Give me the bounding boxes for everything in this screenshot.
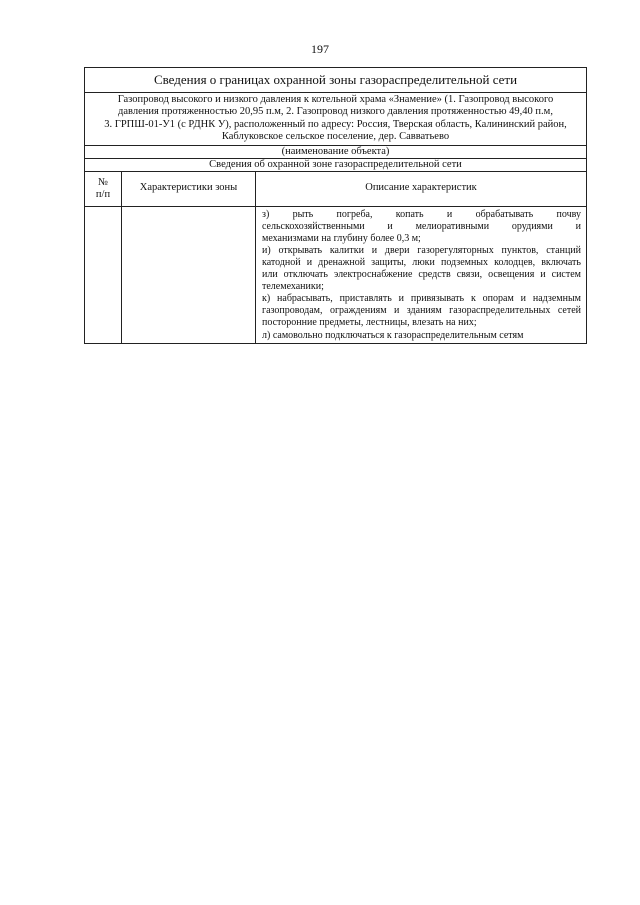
page-number: 197 bbox=[311, 42, 329, 56]
table-row bbox=[85, 206, 587, 343]
object-caption: (наименование объекта) bbox=[85, 145, 587, 158]
object-line: Каблуковское сельское поселение, дер. Савватьево bbox=[221, 131, 450, 143]
object-line: давления протяженностью 20,95 п.м, 2. Газопровод низкого давления протяженностью 49,40 п.м, bbox=[118, 106, 553, 118]
description-line: з) рыть погреба, копать и обрабатывать почву bbox=[262, 208, 581, 220]
header-description: Описание характеристик bbox=[256, 171, 587, 206]
description-line: телемеханики; bbox=[262, 281, 324, 293]
cell-characteristic bbox=[122, 206, 256, 343]
description-line: к) набрасывать, приставлять и привязывать к опорам и надземным bbox=[262, 293, 581, 305]
zone-info-table bbox=[84, 67, 587, 344]
description-line: сельскохозяйственными и мелиоративными орудиями и bbox=[262, 220, 581, 232]
description-line: л) самовольно подключаться к газораспределительным сетям bbox=[262, 329, 524, 341]
object-line: 3. ГРПШ-01-У1 (с РДНК У), расположенный по адресу: Россия, Тверская область, Калининский район, bbox=[104, 118, 567, 130]
section-title: Сведения об охранной зоне газораспределительной сети bbox=[85, 158, 587, 171]
description-line: или отключать электроснабжение средств связи, освещения и систем bbox=[262, 269, 581, 281]
object-caption-row bbox=[85, 145, 587, 158]
title-row bbox=[85, 68, 587, 93]
description-line: механизмами на глубину более 0,3 м; bbox=[262, 232, 421, 244]
header-num-label: п/п bbox=[95, 188, 111, 200]
object-name bbox=[85, 93, 587, 146]
document-title: Сведения о границах охранной зоны газораспределительной сети bbox=[85, 68, 587, 93]
header-characteristic: Характеристики зоны bbox=[122, 171, 256, 206]
description-line: посторонние предметы, лестницы, влезать на них; bbox=[262, 317, 477, 329]
section-row bbox=[85, 158, 587, 171]
description-line: катодной и дренажной защиты, люки подземных колодцев, включать bbox=[262, 257, 581, 268]
header-row bbox=[85, 171, 587, 206]
description-line: и) открывать калитки и двери газорегуляторных пунктов, станций bbox=[262, 244, 581, 256]
cell-num bbox=[85, 206, 122, 343]
header-num bbox=[85, 171, 122, 206]
object-line: Газопровод высокого и низкого давления к котельной храма «Знамение» (1. Газопровод высокого bbox=[117, 94, 554, 105]
header-num-symbol: № bbox=[97, 176, 109, 188]
description-line: газопроводам, ограждениям и зданиям газораспределительных сетей bbox=[262, 305, 581, 317]
object-row bbox=[85, 93, 587, 146]
cell-description bbox=[256, 206, 587, 343]
